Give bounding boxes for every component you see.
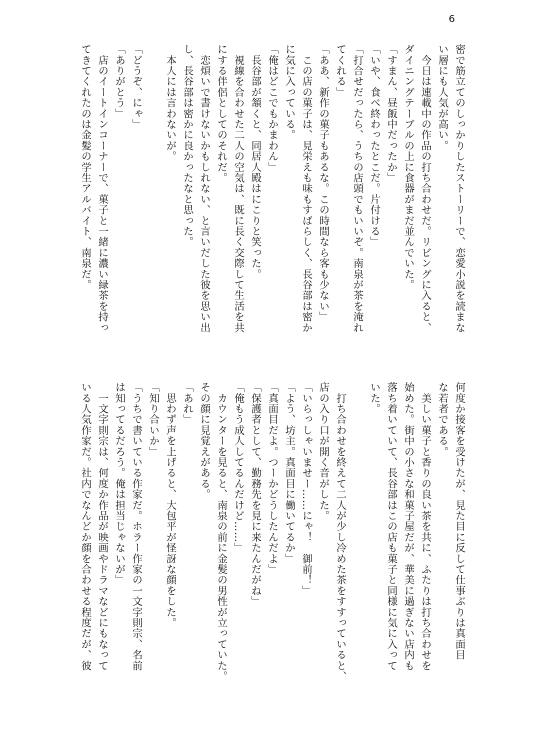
text-block-bottom [76, 382, 467, 682]
text-line: に気に入っている。 [283, 44, 295, 141]
text-line: 打ち合わせを終えて二人が少し冷めた茶をすすっていると、 [334, 382, 346, 682]
text-line: 店のイートインコーナーで、菓子と一緒に濃い緑茶を持っ [96, 44, 108, 333]
text-line: 「よう、坊主。真面目に働いてるか」 [283, 382, 295, 564]
text-block-top [76, 44, 467, 344]
text-line: 「知り合いか」 [147, 382, 159, 457]
text-line [144, 44, 161, 344]
text-line: 美しい菓子と香りの良い茶を共に、ふたりは打ち合わせを [419, 382, 431, 671]
text-line: 恋煩いで書けないかもしれない、と言いだした彼を思い出 [198, 44, 210, 333]
text-line [348, 382, 365, 682]
text-line: 密で筋立てのしっかりしたストーリーで、恋愛小説を読まな [453, 44, 465, 333]
text-line: 「すまん、昼飯中だったか」 [385, 44, 397, 184]
text-line: 「俺はどこでもかまわん」 [266, 44, 278, 173]
text-line: 視線を合わせた二人の空気は、既に長く交際して生活を共 [232, 44, 244, 333]
text-line: てくれる」 [334, 44, 346, 98]
text-line: 何度か接客を受けたが、見た目に反して仕事ぶりは真面目 [453, 382, 465, 661]
text-line: その顔に見覚えがある。 [198, 382, 210, 500]
text-line: 「うちで書いている作家だ。ホラー作家の一文字則宗、名前 [130, 382, 142, 671]
text-line: この店の菓子は、見栄えも味もすばらしく、長谷部は密か [300, 44, 312, 333]
text-line: 「俺もう成人してるんだけど……」 [232, 382, 244, 554]
text-line: な若者である。 [436, 382, 448, 457]
text-line: 落ち着いていて、長谷部はこの店も菓子と同様に気に入って [385, 382, 397, 671]
text-line: 始めた。街中の小さな和菓子屋だが、華美に過ぎない店内も [402, 382, 414, 671]
text-line: 「あれ」 [181, 382, 193, 425]
text-line: 「どうぞ、にゃ」 [130, 44, 142, 130]
text-line: 「真面目だよ。つーかどうしたんだよ」 [266, 382, 278, 575]
text-line: 「保護者として、勤務先を見に来たんだがね」 [249, 382, 261, 607]
text-line: いた。 [368, 382, 380, 415]
text-line: 店の入り口が開く音がした。 [317, 382, 329, 522]
text-line: 本人には言わないが。 [164, 44, 176, 162]
text-line: し、長谷部は密かに良かったなと思った。 [181, 44, 193, 248]
text-line: にする伴侶としてのそれだ。 [215, 44, 227, 184]
text-line: いる人気作家だ。社内でなんどか顔を合わせる程度だが、彼 [79, 382, 91, 671]
text-line: 一文字則宗は、何度か作品が映画やドラマなどにもなって [96, 382, 108, 671]
text-line: 「ああ、新作の菓子もあるな。この時間なら客も少ない」 [317, 44, 329, 323]
text-line: 「打合せだったら、うちの店頭でもいいぞ。南泉が茶を淹れ [351, 44, 363, 333]
text-line: 思わず声を上げると、大包平が怪訝な顔をした。 [164, 382, 176, 629]
text-line: 「いらっしゃいませー……にゃ！ 御前！」 [300, 382, 312, 596]
text-line: てきてくれたのは金髪の学生アルバイト、南泉だ。 [79, 44, 91, 291]
text-line: ダイニングテーブルの上に食器がまだ並んでいた。 [402, 44, 414, 291]
text-line: 長谷部が頷くと、同居人殿はにこりと笑った。 [249, 44, 261, 280]
text-line: カウンターを見ると、南泉の前に金髪の男性が立っていた。 [215, 382, 227, 682]
text-line: は知ってるだろう。俺は担当じゃないが」 [113, 382, 125, 586]
text-line: 「いや、食べ終わったとこだ。片付ける」 [368, 44, 380, 248]
text-line: い層にも人気が高い。 [436, 44, 448, 151]
page-number: 6 [448, 14, 455, 25]
text-line: 今日は連載中の作品の打ち合わせだ。リビングに入ると、 [419, 44, 431, 333]
text-line: 「ありがとう」 [113, 44, 125, 119]
